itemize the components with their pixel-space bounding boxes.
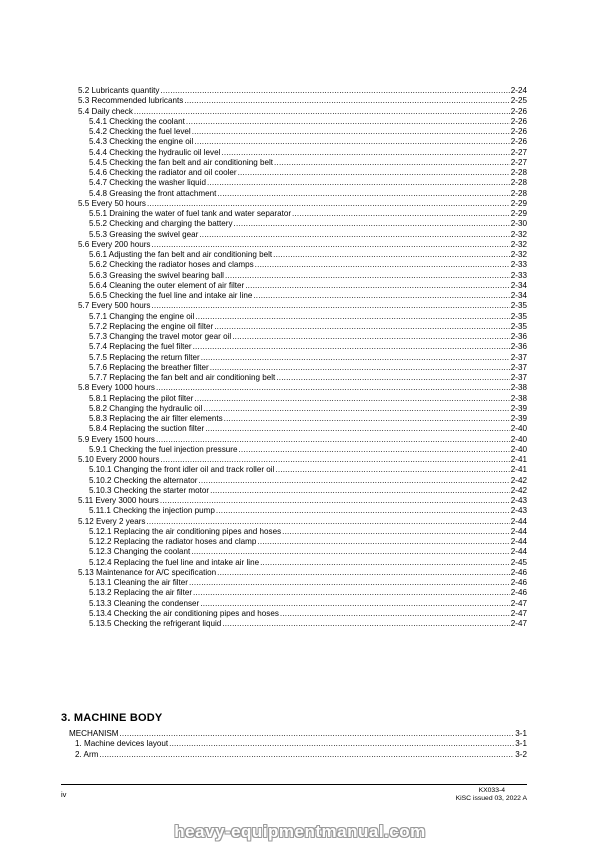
dot-leader xyxy=(273,250,510,260)
dot-leader xyxy=(210,363,510,373)
toc-entry[interactable] xyxy=(78,558,527,568)
toc-entry-page: 2-37 xyxy=(510,352,527,362)
toc-entry-label: 5.11.1 Checking the injection pump xyxy=(89,506,215,516)
toc-entry-label: 2. Arm xyxy=(75,749,99,759)
toc-entry-label: 5.13.5 Checking the refrigerant liquid xyxy=(89,619,222,628)
dot-leader xyxy=(198,476,509,486)
toc-entry-page: 2-37 xyxy=(510,362,527,372)
toc-entry-label: 5.6 Every 200 hours xyxy=(78,239,151,249)
toc-entry-label: 5.10 Every 2000 hours xyxy=(78,455,160,464)
dot-leader xyxy=(201,353,510,363)
dot-leader xyxy=(255,260,510,270)
toc-entry-page: 2-44 xyxy=(510,516,527,526)
toc-entry-page: 2-35 xyxy=(510,311,527,321)
toc-entry[interactable] xyxy=(78,435,527,445)
toc-entry-page: 2-43 xyxy=(510,496,527,505)
toc-entry-label: 5.8.4 Replacing the suction filter xyxy=(89,424,205,434)
toc-entry[interactable] xyxy=(78,537,527,547)
dot-leader xyxy=(222,619,510,629)
toc-entry-label: 5.9 Every 1500 hours xyxy=(78,434,155,444)
toc-entry-page: 2-46 xyxy=(510,567,527,577)
watermark: heavy-equipmentmanual.com xyxy=(174,822,426,841)
toc-entry[interactable] xyxy=(78,291,527,301)
dot-leader xyxy=(194,137,509,147)
toc-entry-label: 5.12.3 Changing the coolant xyxy=(89,547,191,557)
dot-leader xyxy=(191,547,510,557)
dot-leader xyxy=(99,750,514,760)
dot-leader xyxy=(203,404,509,414)
dot-leader xyxy=(225,271,510,281)
dot-leader xyxy=(151,301,509,311)
toc-entry[interactable] xyxy=(78,599,527,609)
dot-leader xyxy=(274,158,510,168)
toc-entry-page: 2-33 xyxy=(510,260,527,270)
toc-entry-page: 2-34 xyxy=(510,291,527,300)
dot-leader xyxy=(193,342,510,352)
toc-entry-page: 2-36 xyxy=(510,332,527,341)
toc-entry[interactable] xyxy=(78,527,527,537)
toc-entry[interactable] xyxy=(78,250,527,260)
dot-leader xyxy=(200,599,510,609)
toc-entry-label: 5.11 Every 3000 hours xyxy=(78,496,159,505)
toc-entry-label: 5.7.5 Replacing the return filter xyxy=(89,352,200,362)
dot-leader xyxy=(217,189,509,199)
toc-entry[interactable] xyxy=(78,178,527,188)
toc-entry-page: 2-39 xyxy=(510,403,527,413)
dot-leader xyxy=(134,107,510,117)
toc-entry-label: 5.5.3 Greasing the swivel gear xyxy=(89,229,199,239)
issue-info: KiSC issued 03, 2022 A xyxy=(455,795,527,802)
toc-entry[interactable] xyxy=(64,750,527,760)
toc-entry[interactable] xyxy=(78,486,527,496)
footer-divider xyxy=(61,784,527,785)
toc-entry[interactable] xyxy=(78,332,527,342)
toc-entry-label: 5.6.1 Adjusting the fan belt and air conditioning belt xyxy=(89,250,273,259)
toc-entry-page: 2-47 xyxy=(510,598,527,608)
toc-entry[interactable] xyxy=(78,199,527,209)
toc-entry-page: 2-41 xyxy=(510,465,527,475)
toc-entry[interactable] xyxy=(64,729,527,739)
toc-entry[interactable] xyxy=(78,383,527,393)
table-of-contents xyxy=(78,86,527,629)
toc-entry[interactable] xyxy=(78,496,527,506)
dot-leader xyxy=(234,219,510,229)
toc-entry-page: 2-40 xyxy=(510,444,527,454)
toc-entry[interactable] xyxy=(78,619,527,629)
toc-entry-label: 5.7.7 Replacing the fan belt and air conditioning belt xyxy=(89,373,276,382)
toc-entry-page: 2-39 xyxy=(510,414,527,423)
toc-entry-label: 5.12.4 Replacing the fuel line and intake air line xyxy=(89,557,260,567)
dot-leader xyxy=(216,506,510,516)
dot-leader xyxy=(253,291,509,301)
dot-leader xyxy=(199,230,509,240)
dot-leader xyxy=(156,435,510,445)
toc-entry-label: 5.13.2 Replacing the air filter xyxy=(89,588,193,598)
toc-entry-page: 2-32 xyxy=(510,239,527,249)
toc-entry-label: 5.5.2 Checking and charging the battery xyxy=(89,219,233,229)
toc-entry-label: 5.6.5 Checking the fuel line and intake air line xyxy=(89,291,253,300)
toc-entry-label: 5.3 Recommended lubricants xyxy=(78,96,184,106)
toc-entry-page: 2-28 xyxy=(510,178,527,188)
dot-leader xyxy=(146,517,509,527)
toc-entry[interactable] xyxy=(78,189,527,199)
toc-entry-page: 2-26 xyxy=(510,106,527,116)
toc-entry-label: 5.10.2 Checking the alternator xyxy=(89,475,198,485)
toc-entry-page: 2-26 xyxy=(510,127,527,136)
toc-entry[interactable] xyxy=(78,445,527,455)
dot-leader xyxy=(221,148,509,158)
dot-leader xyxy=(160,86,509,96)
toc-entry-label: 5.4.2 Checking the fuel level xyxy=(89,127,191,136)
toc-entry[interactable] xyxy=(78,578,527,588)
dot-leader xyxy=(195,312,509,322)
toc-entry-page: 3-2 xyxy=(515,749,527,759)
toc-entry-label: 5.12.2 Replacing the radiator hoses and clamp xyxy=(89,537,257,546)
toc-entry[interactable] xyxy=(78,394,527,404)
dot-leader xyxy=(156,383,510,393)
toc-entry[interactable] xyxy=(78,404,527,414)
toc-entry-label: 5.4.8 Greasing the front attachment xyxy=(89,188,217,198)
toc-entry-page: 2-40 xyxy=(510,434,527,444)
toc-entry[interactable] xyxy=(78,455,527,465)
toc-entry-label: 5.4 Daily check xyxy=(78,106,133,116)
toc-entry[interactable] xyxy=(78,107,527,117)
toc-entry[interactable] xyxy=(78,609,527,619)
toc-entry-label: 5.4.1 Checking the coolant xyxy=(89,116,185,126)
dot-leader xyxy=(207,178,510,188)
dot-leader xyxy=(205,424,510,434)
toc-entry-page: 2-35 xyxy=(510,321,527,331)
toc-entry[interactable] xyxy=(78,137,527,147)
dot-leader xyxy=(224,414,510,424)
toc-entry[interactable] xyxy=(78,86,527,96)
toc-entry-label: 5.6.3 Greasing the swivel bearing ball xyxy=(89,270,224,280)
dot-leader xyxy=(292,209,510,219)
toc-entry-page: 2-46 xyxy=(510,588,527,598)
toc-entry-page: 2-29 xyxy=(510,209,527,218)
toc-entry[interactable] xyxy=(64,739,527,749)
toc-entry-label: 5.7.3 Changing the travel motor gear oil xyxy=(89,332,232,341)
toc-entry[interactable] xyxy=(78,424,527,434)
dot-leader xyxy=(214,322,510,332)
dot-leader xyxy=(169,739,514,749)
toc-entry-page: 2-32 xyxy=(510,250,527,259)
toc-entry[interactable] xyxy=(78,353,527,363)
toc-entry-label: 5.7.4 Replacing the fuel filter xyxy=(89,342,192,352)
toc-entry-label: 5.4.3 Checking the engine oil xyxy=(89,137,194,147)
toc-entry[interactable] xyxy=(78,148,527,158)
toc-entry-label: 1. Machine devices layout xyxy=(75,739,169,749)
page-number: iv xyxy=(61,790,67,799)
toc-entry-label: MECHANISM xyxy=(69,729,119,738)
toc-entry-label: 5.2 Lubricants quantity xyxy=(78,86,160,95)
toc-entry[interactable] xyxy=(78,96,527,106)
dot-leader xyxy=(192,127,510,137)
toc-entry-label: 5.9.1 Checking the fuel injection pressure xyxy=(89,444,238,454)
dot-leader xyxy=(276,373,510,383)
toc-entry-label: 5.5.1 Draining the water of fuel tank and water separator xyxy=(89,209,292,218)
toc-entry-label: 5.7.6 Replacing the breather filter xyxy=(89,362,209,372)
toc-entry-page: 2-37 xyxy=(510,373,527,382)
toc-entry-label: 5.10.3 Checking the starter motor xyxy=(89,485,210,495)
toc-entry[interactable] xyxy=(78,517,527,527)
toc-entry-label: 5.4.5 Checking the fan belt and air conditioning belt xyxy=(89,157,274,167)
dot-leader xyxy=(184,96,510,106)
dot-leader xyxy=(186,117,510,127)
toc-entry-page: 2-25 xyxy=(510,96,527,106)
toc-entry-page: 2-36 xyxy=(510,342,527,352)
dot-leader xyxy=(238,445,509,455)
toc-entry[interactable] xyxy=(78,301,527,311)
dot-leader xyxy=(193,588,510,598)
toc-entry-label: 5.10.1 Changing the front idler oil and track roller oil xyxy=(89,465,275,475)
toc-entry[interactable] xyxy=(78,260,527,270)
toc-entry-page: 2-44 xyxy=(510,526,527,536)
toc-entry-page: 2-26 xyxy=(510,137,527,147)
toc-entry-page: 2-30 xyxy=(510,219,527,229)
toc-entry[interactable] xyxy=(78,209,527,219)
toc-entry-page: 2-41 xyxy=(510,455,527,464)
dot-leader xyxy=(238,168,510,178)
toc-entry-label: 5.13.4 Checking the air conditioning pipes and hoses xyxy=(89,608,279,618)
toc-entry[interactable] xyxy=(78,588,527,598)
toc-entry-label: 5.7 Every 500 hours xyxy=(78,301,151,311)
toc-entry[interactable] xyxy=(78,342,527,352)
toc-entry-label: 5.8 Every 1000 hours xyxy=(78,383,155,393)
dot-leader xyxy=(217,568,510,578)
toc-entry[interactable] xyxy=(78,363,527,373)
toc-entry-page: 2-40 xyxy=(510,424,527,434)
toc-entry-page: 3-1 xyxy=(515,739,527,749)
toc-entry[interactable] xyxy=(78,414,527,424)
toc-entry-label: 5.8.1 Replacing the pilot filter xyxy=(89,393,194,403)
toc-entry[interactable] xyxy=(78,281,527,291)
footer-doc-info xyxy=(456,787,527,803)
toc-entry-label: 5.13 Maintenance for A/C specification xyxy=(78,567,217,577)
toc-entry-page: 2-46 xyxy=(510,578,527,587)
section-contents xyxy=(64,729,527,760)
toc-entry-page: 2-45 xyxy=(510,557,527,567)
toc-entry-page: 2-47 xyxy=(510,608,527,618)
toc-entry[interactable] xyxy=(78,240,527,250)
dot-leader xyxy=(257,537,509,547)
toc-entry-page: 2-26 xyxy=(510,116,527,126)
toc-entry-label: 5.8.3 Replacing the air filter elements xyxy=(89,414,223,423)
toc-entry-page: 2-29 xyxy=(510,198,527,208)
toc-entry-label: 5.6.4 Cleaning the outer element of air filter xyxy=(89,280,245,290)
toc-entry[interactable] xyxy=(78,117,527,127)
toc-entry-page: 3-1 xyxy=(515,729,527,738)
toc-entry[interactable] xyxy=(78,322,527,332)
dot-leader xyxy=(160,455,509,465)
toc-entry-label: 5.12.1 Replacing the air conditioning pipes and hoses xyxy=(89,526,282,536)
toc-entry-page: 2-43 xyxy=(510,506,527,516)
toc-entry[interactable] xyxy=(78,465,527,475)
toc-entry-page: 2-24 xyxy=(510,86,527,95)
doc-code: KX033-4 xyxy=(478,787,506,794)
toc-entry-label: 5.7.1 Changing the engine oil xyxy=(89,311,195,321)
toc-entry[interactable] xyxy=(78,230,527,240)
dot-leader xyxy=(245,281,510,291)
dot-leader xyxy=(189,578,510,588)
dot-leader xyxy=(151,240,509,250)
toc-entry[interactable] xyxy=(78,158,527,168)
toc-entry-page: 2-44 xyxy=(510,547,527,557)
toc-entry-page: 2-42 xyxy=(510,475,527,485)
toc-entry[interactable] xyxy=(78,271,527,281)
toc-entry-label: 5.4.4 Checking the hydraulic oil level xyxy=(89,147,221,157)
toc-entry-label: 5.6.2 Checking the radiator hoses and clamps xyxy=(89,260,254,270)
dot-leader xyxy=(275,465,509,475)
toc-entry-page: 2-28 xyxy=(510,188,527,198)
toc-entry-label: 5.12 Every 2 years xyxy=(78,516,146,526)
toc-entry[interactable] xyxy=(78,312,527,322)
toc-entry-page: 2-38 xyxy=(510,383,527,393)
toc-entry-page: 2-28 xyxy=(510,168,527,177)
toc-entry-label: 5.5 Every 50 hours xyxy=(78,198,146,208)
toc-entry-label: 5.4.7 Checking the washer liquid xyxy=(89,178,206,188)
dot-leader xyxy=(282,527,510,537)
toc-entry[interactable] xyxy=(78,506,527,516)
toc-entry[interactable] xyxy=(78,568,527,578)
dot-leader xyxy=(119,729,514,739)
toc-entry-page: 2-44 xyxy=(510,537,527,546)
toc-entry-page: 2-38 xyxy=(510,393,527,403)
toc-entry[interactable] xyxy=(78,219,527,229)
section-heading: 3. MACHINE BODY xyxy=(61,712,163,724)
toc-entry[interactable] xyxy=(78,127,527,137)
dot-leader xyxy=(160,496,510,506)
toc-entry-label: 5.4.6 Checking the radiator and oil cooler xyxy=(89,168,237,177)
toc-entry-label: 5.8.2 Changing the hydraulic oil xyxy=(89,403,203,413)
toc-entry-page: 2-42 xyxy=(510,485,527,495)
toc-entry-page: 2-27 xyxy=(510,147,527,157)
dot-leader xyxy=(232,332,510,342)
toc-entry-label: 5.13.1 Cleaning the air filter xyxy=(89,578,188,587)
toc-entry-page: 2-32 xyxy=(510,229,527,239)
toc-entry-page: 2-34 xyxy=(510,280,527,290)
toc-entry-page: 2-27 xyxy=(510,157,527,167)
toc-entry-page: 2-35 xyxy=(510,301,527,311)
toc-entry-page: 2-33 xyxy=(510,270,527,280)
toc-entry[interactable] xyxy=(78,476,527,486)
dot-leader xyxy=(260,558,510,568)
toc-entry[interactable] xyxy=(78,168,527,178)
toc-entry[interactable] xyxy=(78,547,527,557)
toc-entry[interactable] xyxy=(78,373,527,383)
dot-leader xyxy=(210,486,510,496)
toc-entry-page: 2-47 xyxy=(510,619,527,628)
toc-entry-label: 5.7.2 Replacing the engine oil filter xyxy=(89,321,214,331)
dot-leader xyxy=(280,609,510,619)
dot-leader xyxy=(147,199,510,209)
toc-entry-label: 5.13.3 Cleaning the condenser xyxy=(89,598,200,608)
dot-leader xyxy=(194,394,509,404)
